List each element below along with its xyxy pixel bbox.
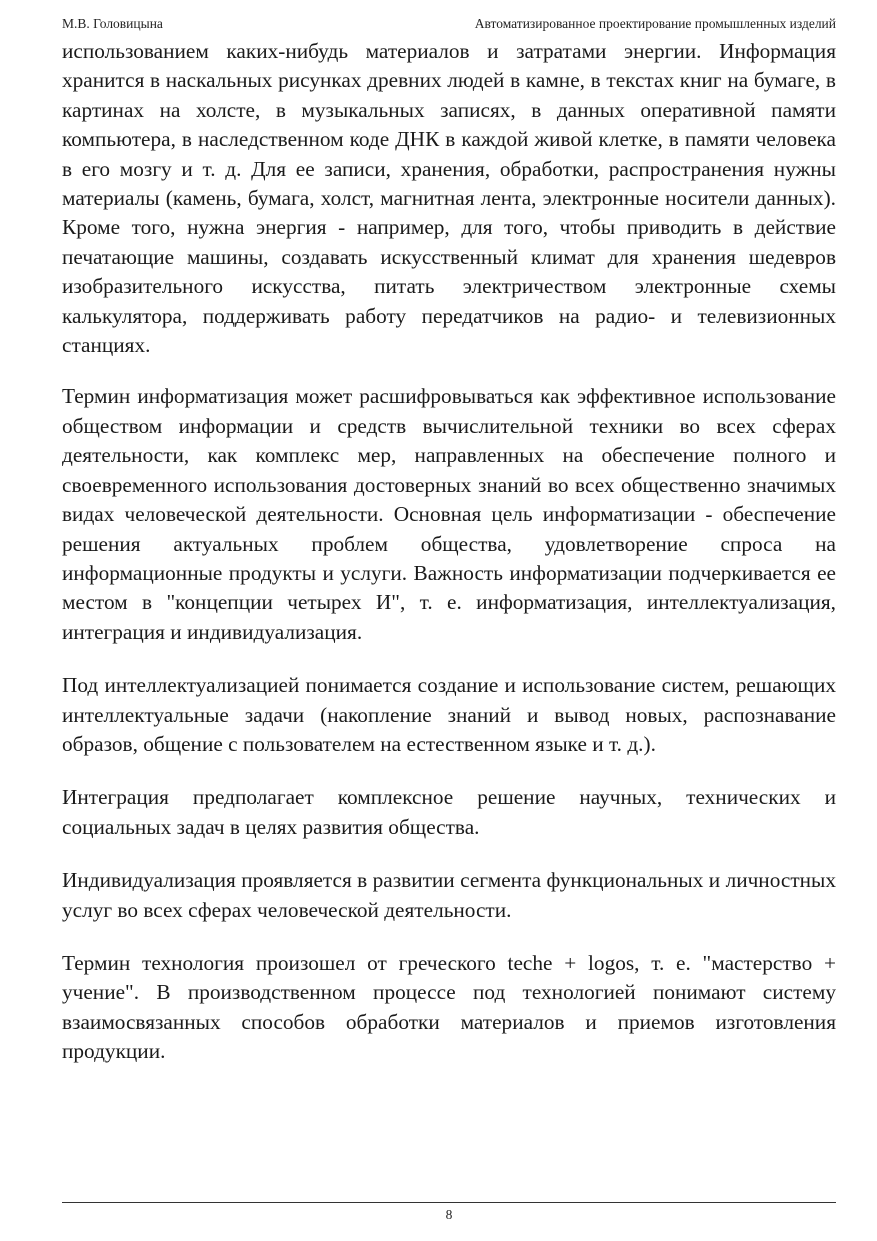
- document-page: [62, 0, 836, 1241]
- header-title: Автоматизированное проектирование промышленных изделий: [474, 16, 836, 31]
- footer-divider: [62, 1202, 836, 1203]
- paragraph-integration: Интеграция предполагает комплексное решение научных, технических и социальных задач в целях развития общества.: [62, 785, 836, 839]
- paragraph-informatization: Термин информатизация может расшифровываться как эффективное использование обществом информации и средств вычислительной техники во всех сферах деятельности, как комплекс мер, направленных на обеспечение полного и своевременного использования достоверных знаний во всех общественно значимых видах человеческой деятельности. Основная цель информатизации - обеспечение решения актуальных проблем общества, удовлетворение спроса на информационные продукты и услуги. Важность информатизации подчеркивается ее местом в "концепции четырех И", т. е. информатизация, интеллектуализация, интеграция и индивидуализация.: [62, 384, 836, 644]
- body-text: [62, 37, 836, 1091]
- page-number: 8: [445, 1207, 453, 1222]
- paragraph-individualization: Индивидуализация проявляется в развитии сегмента функциональных и личностных услуг во всех сферах человеческой деятельности.: [62, 868, 836, 922]
- paragraph-information-materials: использованием каких-нибудь материалов и затратами энергии. Информация хранится в наскальных рисунках древних людей в камне, в текстах книг на бумаге, в картинах на холсте, в музыкальных записях, в данных оперативной памяти компьютера, в наследственном коде ДНК в каждой живой клетке, в памяти человека в его мозгу и т. д. Для ее записи, хранения, обработки, распространения нужны материалы (камень, бумага, холст, магнитная лента, электронные носители данных). Кроме того, нужна энергия - например, для того, чтобы приводить в действие печатающие машины, создавать искусственный климат для хранения шедевров изобразительного искусства, питать электричеством электронные схемы калькулятора, поддерживать работу передатчиков на радио- и телевизионных станциях.: [62, 39, 836, 358]
- paragraph-intellectualization: Под интеллектуализацией понимается создание и использование систем, решающих интеллектуальные задачи (накопление знаний и вывод новых, распознавание образов, общение с пользователем на естественном языке и т. д.).: [62, 673, 836, 756]
- header-author: М.В. Головицына: [62, 16, 163, 31]
- paragraph-technology: Термин технология произошел от греческого teche + logos, т. е. "мастерство + учение". В производственном процессе под технологией понимают систему взаимосвязанных способов обработки материалов и приемов изготовления продукции.: [62, 950, 836, 1064]
